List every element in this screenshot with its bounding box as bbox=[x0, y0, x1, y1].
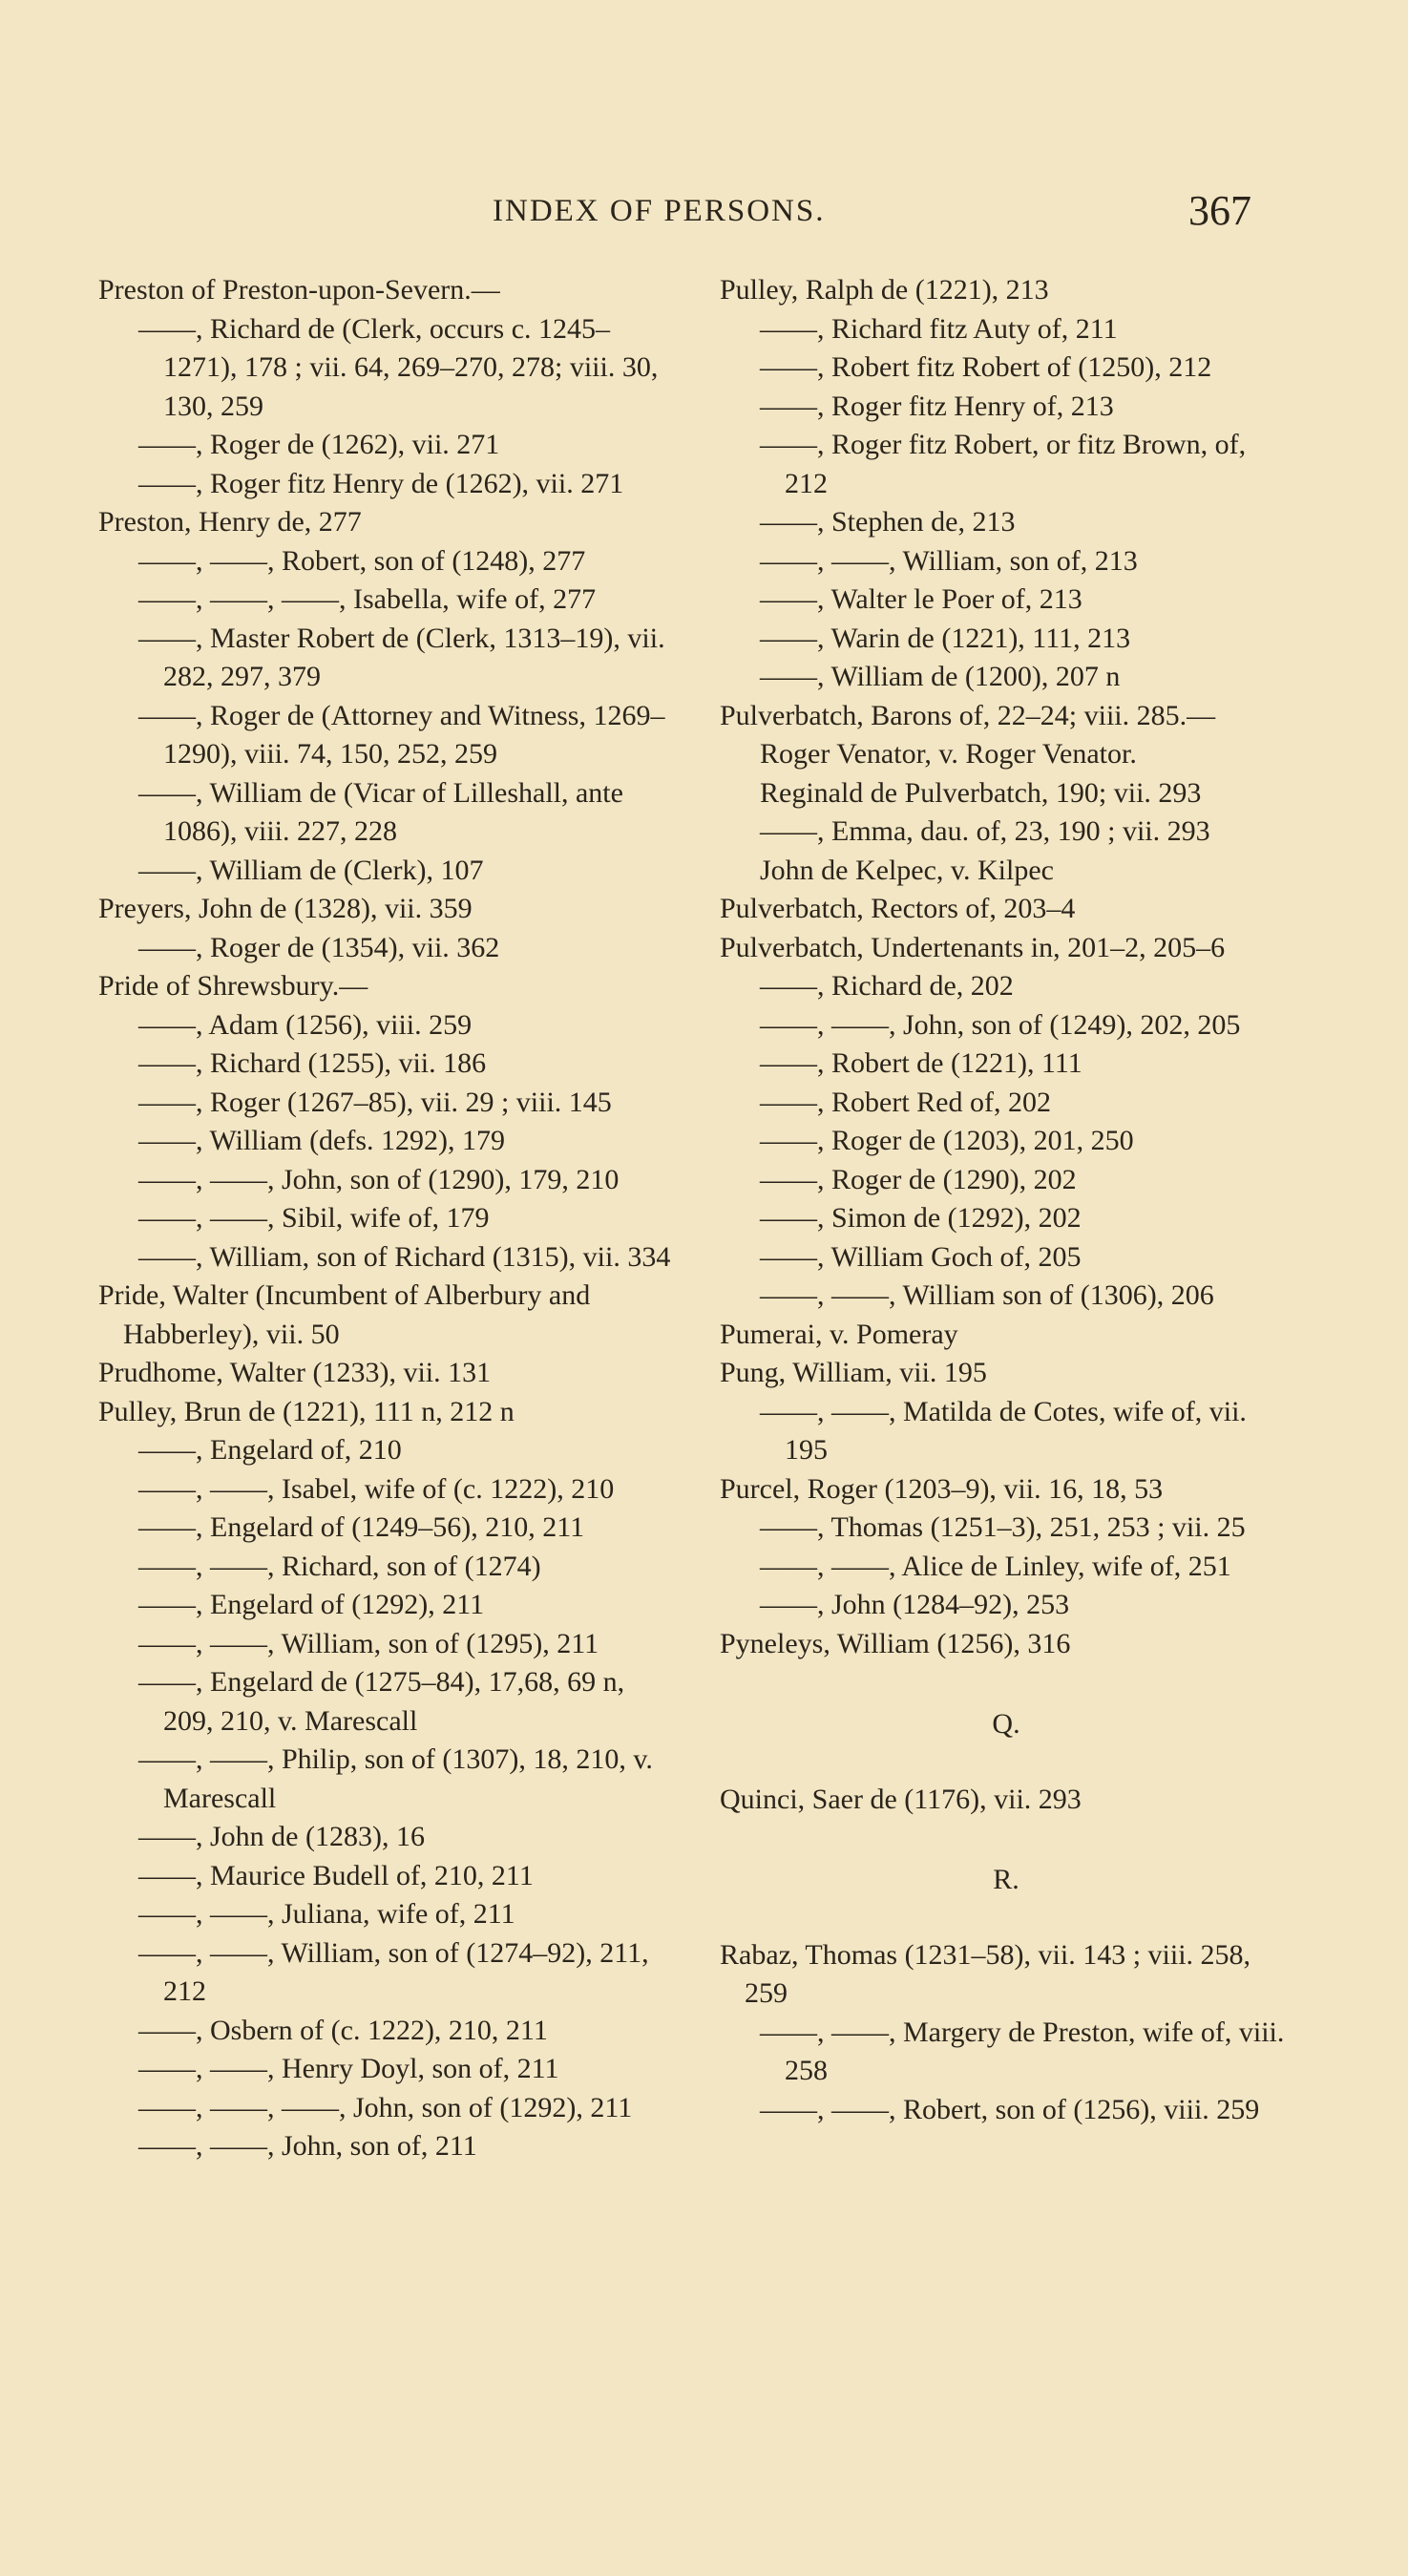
index-entry: John de Kelpec, v. Kilpec bbox=[760, 854, 1054, 886]
index-entry: ——, Engelard of (1249–56), 210, 211 bbox=[138, 1511, 585, 1543]
index-entry: ——, Richard de (Clerk, occurs c. 1245–1271), 178 ; vii. 64, 269–270, 278; viii. 30, 130, 259 bbox=[138, 312, 659, 422]
index-entry: ——, Engelard of (1292), 211 bbox=[138, 1589, 485, 1620]
index-entry: ——, ——, John, son of, 211 bbox=[138, 2130, 477, 2162]
index-entry: ——, John (1284–92), 253 bbox=[760, 1589, 1070, 1620]
index-entry: ——, Robert fitz Robert of (1250), 212 bbox=[760, 351, 1212, 383]
page-number: 367 bbox=[1188, 187, 1251, 234]
index-entry: ——, William de (1200), 207 n bbox=[760, 661, 1121, 692]
index-entry: ——, ——, Alice de Linley, wife of, 251 bbox=[760, 1550, 1231, 1582]
index-entry: ——, William, son of Richard (1315), vii. 334 bbox=[138, 1240, 671, 1273]
index-entry: ——, Richard (1255), vii. 186 bbox=[138, 1047, 487, 1079]
index-entry: ——, Roger de (1354), vii. 362 bbox=[138, 931, 500, 963]
index-entry: ——, Roger fitz Henry de (1262), vii. 271 bbox=[138, 467, 624, 499]
index-entry: ——, ——, Robert, son of (1248), 277 bbox=[138, 544, 586, 577]
index-entry: Preston of Preston-upon-Severn.— bbox=[98, 274, 500, 306]
index-entry: Pyneleys, William (1256), 316 bbox=[720, 1627, 1071, 1659]
index-entry: ——, Roger de (1203), 201, 250 bbox=[760, 1125, 1134, 1156]
index-entry: ——, ——, William, son of (1274–92), 211, 212 bbox=[138, 1936, 649, 2007]
index-entry: ——, ——, Isabel, wife of (c. 1222), 210 bbox=[138, 1472, 615, 1505]
index-entry: ——, Warin de (1221), 111, 213 bbox=[760, 622, 1131, 654]
index-entry: Roger Venator, v. Roger Venator. bbox=[760, 738, 1137, 770]
left-column bbox=[98, 271, 671, 2166]
page-header bbox=[0, 186, 1408, 243]
right-column bbox=[720, 271, 1292, 2129]
index-entry: ——, Roger fitz Henry of, 213 bbox=[760, 390, 1114, 422]
index-entry: ——, ——, ——, Isabella, wife of, 277 bbox=[138, 583, 597, 615]
index-entry: ——, Robert de (1221), 111 bbox=[760, 1047, 1082, 1079]
index-entry: ——, William (defs. 1292), 179 bbox=[138, 1125, 506, 1156]
index-entry: ——, Roger de (1262), vii. 271 bbox=[138, 429, 500, 460]
index-entry: ——, Stephen de, 213 bbox=[760, 506, 1016, 538]
index-entry: ——, John de (1283), 16 bbox=[138, 1821, 425, 1852]
index-entry: ——, Maurice Budell of, 210, 211 bbox=[138, 1859, 534, 1891]
index-entry: ——, ——, William, son of (1295), 211 bbox=[138, 1627, 599, 1659]
index-entry: Pulley, Brun de (1221), 111 n, 212 n bbox=[98, 1395, 515, 1427]
index-entry: Quinci, Saer de (1176), vii. 293 bbox=[720, 1783, 1082, 1815]
index-entry: Pumerai, v. Pomeray bbox=[720, 1318, 958, 1350]
index-entry: ——, Robert Red of, 202 bbox=[760, 1086, 1051, 1118]
index-entry: ——, ——, Margery de Preston, wife of, viii. 258 bbox=[760, 2016, 1285, 2086]
index-entry: ——, Roger fitz Robert, or fitz Brown, of, 212 bbox=[760, 429, 1247, 499]
index-entry: ——, ——, Sibil, wife of, 179 bbox=[138, 1202, 490, 1234]
index-entry: ——, ——, Philip, son of (1307), 18, 210, v. Marescall bbox=[138, 1743, 653, 1814]
index-entry: Pung, William, vii. 195 bbox=[720, 1357, 987, 1388]
index-entry: ——, Roger de (Attorney and Witness, 1269–1290), viii. 74, 150, 252, 259 bbox=[138, 699, 665, 770]
index-entry: ——, ——, Matilda de Cotes, wife of, vii. 195 bbox=[760, 1395, 1247, 1466]
index-entry: Prudhome, Walter (1233), vii. 131 bbox=[98, 1357, 492, 1388]
index-entry: ——, Adam (1256), viii. 259 bbox=[138, 1008, 473, 1041]
index-entry: ——, ——, John, son of (1290), 179, 210 bbox=[138, 1163, 620, 1195]
running-title: INDEX OF PERSONS. bbox=[493, 194, 826, 228]
index-entry: Pulverbatch, Barons of, 22–24; viii. 285.— bbox=[720, 699, 1216, 731]
index-entry: ——, ——, Juliana, wife of, 211 bbox=[138, 1898, 515, 1930]
index-entry: Rabaz, Thomas (1231–58), vii. 143 ; viii. 258, 259 bbox=[720, 1938, 1251, 2009]
index-entry: ——, Roger de (1290), 202 bbox=[760, 1163, 1077, 1195]
index-entry: ——, Engelard of, 210 bbox=[138, 1434, 402, 1466]
section-heading-r: R. bbox=[993, 1864, 1019, 1895]
index-entry: Pulley, Ralph de (1221), 213 bbox=[720, 274, 1049, 306]
index-entry: ——, ——, Robert, son of (1256), viii. 259 bbox=[760, 2093, 1260, 2125]
index-entry: Preyers, John de (1328), vii. 359 bbox=[98, 893, 473, 924]
index-entry: ——, Simon de (1292), 202 bbox=[760, 1202, 1082, 1234]
index-entry: ——, Richard de, 202 bbox=[760, 970, 1014, 1002]
index-entry: ——, William Goch of, 205 bbox=[760, 1240, 1082, 1273]
index-entry: Preston, Henry de, 277 bbox=[98, 506, 362, 538]
index-entry: Reginald de Pulverbatch, 190; vii. 293 bbox=[760, 776, 1202, 809]
index-entry: Pride of Shrewsbury.— bbox=[98, 970, 368, 1002]
index-entry: ——, Walter le Poer of, 213 bbox=[760, 583, 1082, 615]
index-entry: ——, ——, John, son of (1249), 202, 205 bbox=[760, 1008, 1241, 1041]
index-entry: Pulverbatch, Undertenants in, 201–2, 205–6 bbox=[720, 931, 1226, 963]
index-entry: ——, ——, Richard, son of (1274) bbox=[138, 1550, 541, 1582]
index-entry: ——, ——, William, son of, 213 bbox=[760, 544, 1138, 577]
index-entry: ——, Roger (1267–85), vii. 29 ; viii. 145 bbox=[138, 1086, 612, 1118]
index-entry: ——, ——, Henry Doyl, son of, 211 bbox=[138, 2053, 559, 2084]
index-entry: ——, Master Robert de (Clerk, 1313–19), vii. 282, 297, 379 bbox=[138, 622, 665, 692]
index-entry: ——, Osbern of (c. 1222), 210, 211 bbox=[138, 2014, 548, 2046]
index-entry: ——, ——, William son of (1306), 206 bbox=[760, 1279, 1214, 1311]
index-entry: ——, Thomas (1251–3), 251, 253 ; vii. 25 bbox=[760, 1511, 1246, 1543]
index-entry: ——, Engelard de (1275–84), 17,68, 69 n, 209, 210, v. Marescall bbox=[138, 1666, 625, 1737]
section-heading-q: Q. bbox=[992, 1708, 1020, 1740]
index-entry: Pulverbatch, Rectors of, 203–4 bbox=[720, 893, 1076, 924]
index-entry: ——, William de (Clerk), 107 bbox=[138, 854, 484, 886]
index-entry: ——, Emma, dau. of, 23, 190 ; vii. 293 bbox=[760, 815, 1210, 847]
index-entry: ——, Richard fitz Auty of, 211 bbox=[760, 312, 1118, 345]
index-entry: Purcel, Roger (1203–9), vii. 16, 18, 53 bbox=[720, 1472, 1164, 1505]
index-entry: ——, ——, ——, John, son of (1292), 211 bbox=[138, 2091, 633, 2123]
index-entry: ——, William de (Vicar of Lilleshall, ante 1086), viii. 227, 228 bbox=[138, 776, 623, 847]
index-entry: Pride, Walter (Incumbent of Alberbury and Habberley), vii. 50 bbox=[98, 1279, 591, 1350]
